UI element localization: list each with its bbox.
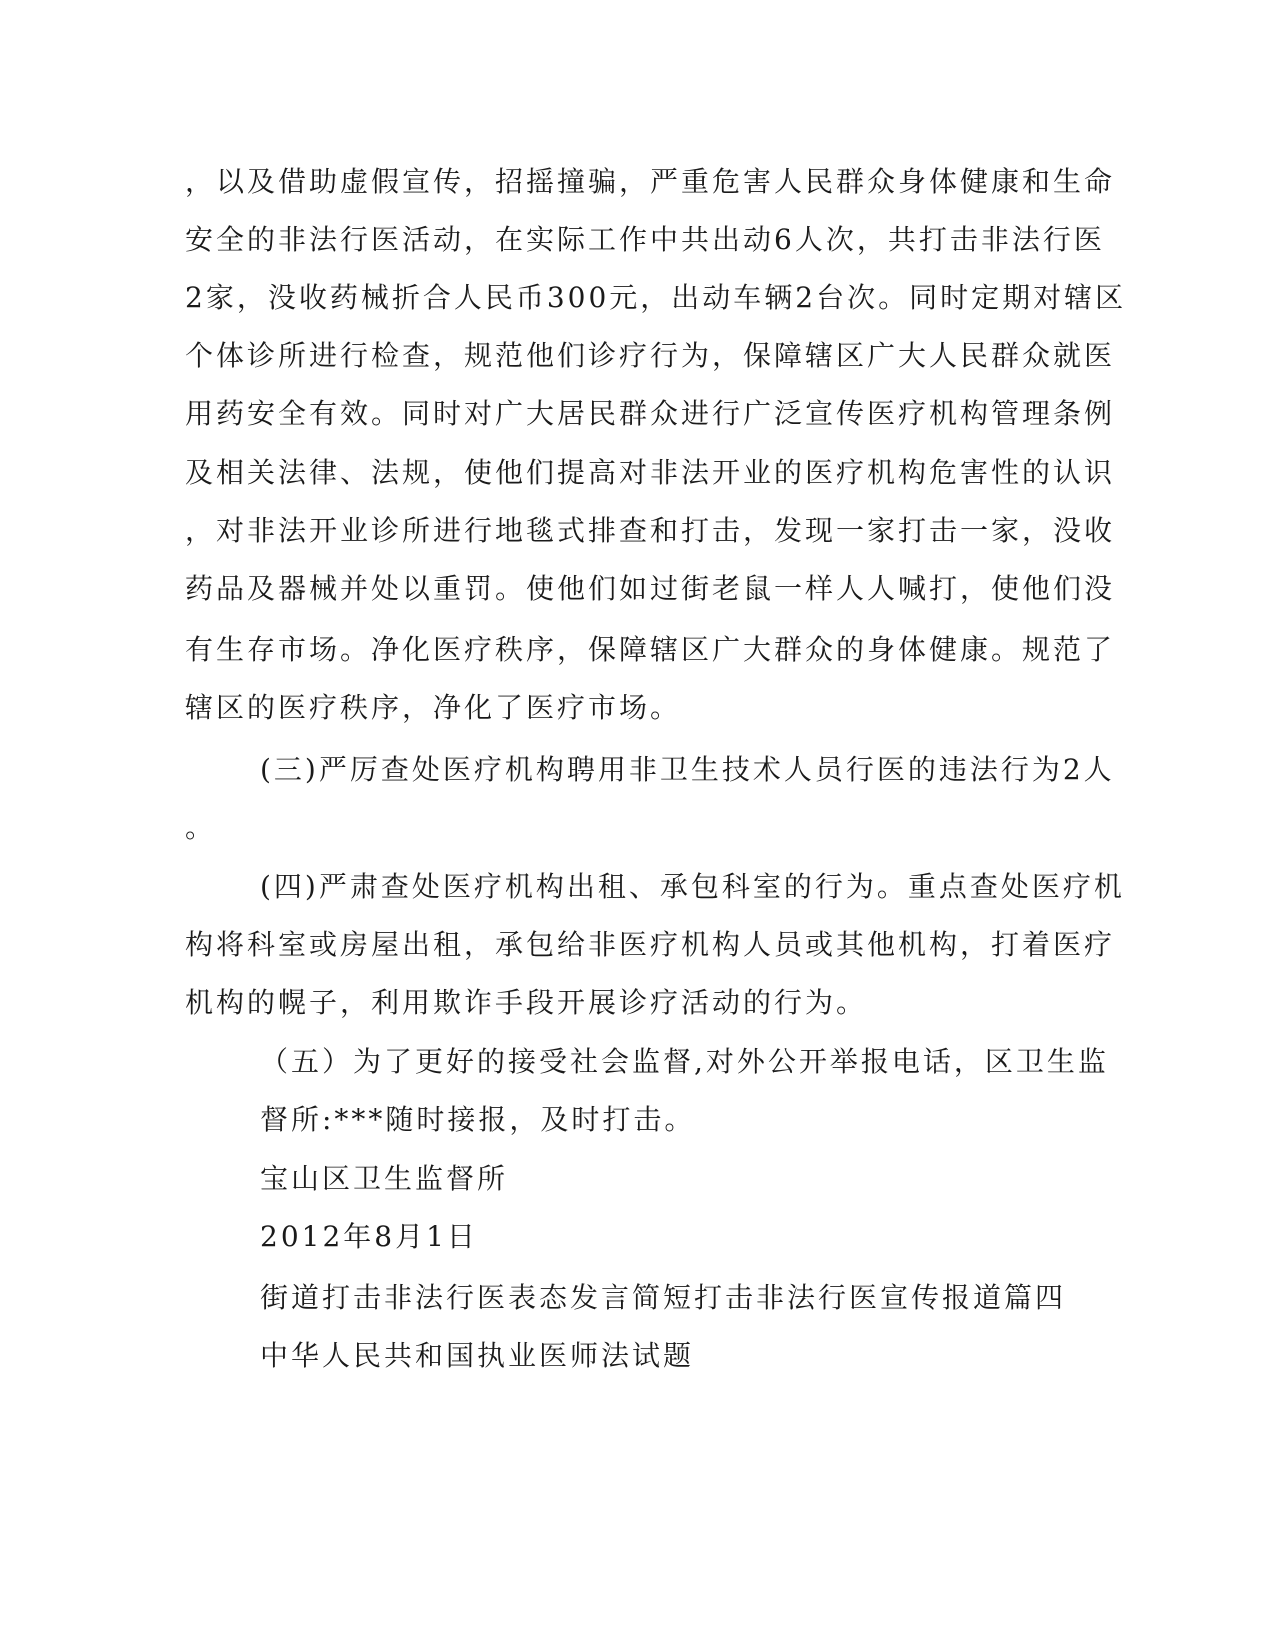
paragraph-line: 及相关法律、法规，使他们提高对非法开业的医疗机构危害性的认识 xyxy=(185,456,1116,489)
paragraph-line: 安全的非法行医活动，在实际工作中共出动6人次，共打击非法行医 xyxy=(185,223,1105,256)
item-three-line: (三)严厉查处医疗机构聘用非卫生技术人员行医的违法行为2人 xyxy=(260,753,1115,786)
signature-date: 2012年8月1日 xyxy=(260,1220,478,1253)
paragraph-line: 有生存市场。净化医疗秩序，保障辖区广大群众的身体健康。规范了 xyxy=(185,633,1116,666)
item-four-line: (四)严肃查处医疗机构出租、承包科室的行为。重点查处医疗机 xyxy=(260,870,1125,903)
paragraph-line: ，对非法开业诊所进行地毯式排查和打击，发现一家打击一家，没收 xyxy=(185,514,1116,547)
paragraph-line: 药品及器械并处以重罚。使他们如过街老鼠一样人人喊打，使他们没 xyxy=(185,572,1116,605)
paragraph-line: 个体诊所进行检查，规范他们诊疗行为，保障辖区广大人民群众就医 xyxy=(185,339,1116,372)
item-four-line: 构将科室或房屋出租，承包给非医疗机构人员或其他机构，打着医疗 xyxy=(185,928,1116,961)
item-four-line: 机构的幌子，利用欺诈手段开展诊疗活动的行为。 xyxy=(185,986,868,1019)
next-article-title: 街道打击非法行医表态发言简短打击非法行医宣传报道篇四 xyxy=(260,1281,1067,1314)
signature-org: 宝山区卫生监督所 xyxy=(260,1162,509,1195)
paragraph-line: 2家，没收药械折合人民币300元，出动车辆2台次。同时定期对辖区 xyxy=(185,281,1127,314)
paragraph-line: 辖区的医疗秩序，净化了医疗市场。 xyxy=(185,691,682,724)
paragraph-line: 用药安全有效。同时对广大居民群众进行广泛宣传医疗机构管理条例 xyxy=(185,397,1116,430)
paragraph-line: ，以及借助虚假宣传，招摇撞骗，严重危害人民群众身体健康和生命 xyxy=(185,165,1116,198)
next-section-title: 中华人民共和国执业医师法试题 xyxy=(260,1339,695,1372)
item-three-line: 。 xyxy=(185,811,217,844)
item-five-line: （五）为了更好的接受社会监督,对外公开举报电话，区卫生监 xyxy=(260,1045,1109,1078)
item-five-line: 督所:***随时接报，及时打击。 xyxy=(260,1103,696,1136)
